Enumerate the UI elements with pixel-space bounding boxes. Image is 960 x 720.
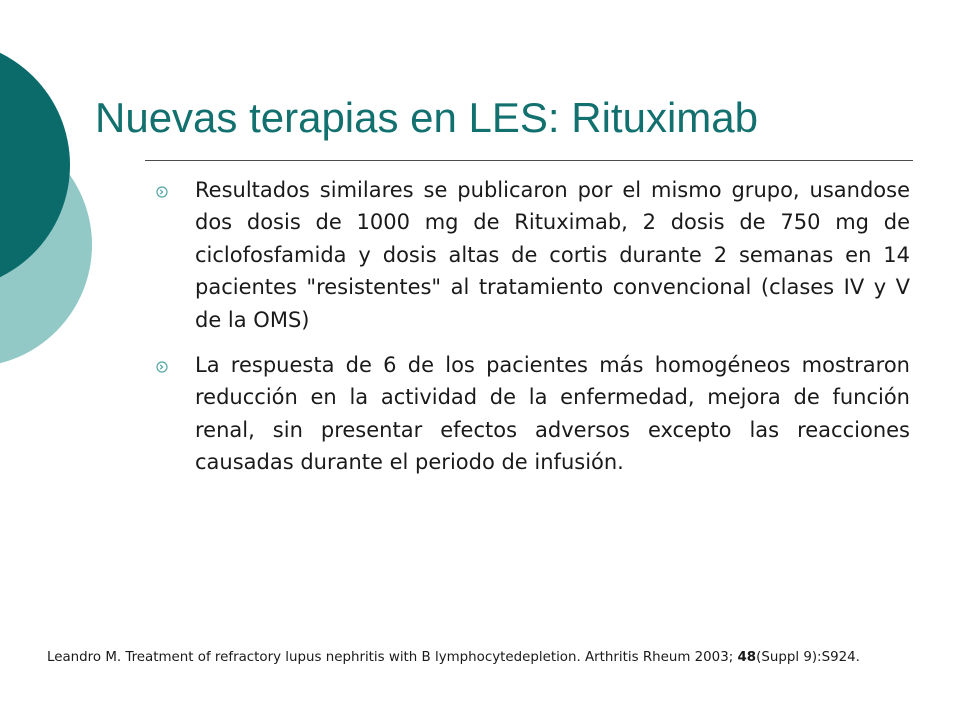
bullet-text: Resultados similares se publicaron por el mismo grupo, usandose dos dosis de 1000 mg de Rituximab, 2 dosis de 750 mg de ciclofosfamida y dosis altas de cortis durante 2 semanas en 14 pacientes "resistentes" al tratamiento convencional (clases IV y V de la OMS) [195, 178, 910, 332]
bullet-item [152, 349, 910, 479]
bullet-list [152, 174, 910, 492]
citation-authors-title: Leandro M. Treatment of refractory lupus nephritis with B lymphocytedepletion. Arthritis Rheum 2003; [47, 650, 738, 665]
citation-pages: (Suppl 9):S924. [756, 650, 860, 665]
title-underline [145, 160, 913, 161]
slide-title: Nuevas terapias en LES: Rituximab [95, 94, 758, 141]
circle-chevron-icon [156, 186, 168, 198]
citation-volume: 48 [737, 650, 757, 665]
decorative-circles [0, 0, 120, 400]
bullet-text: La respuesta de 6 de los pacientes más homogéneos mostraron reducción en la actividad de la enfermedad, mejora de función renal, sin presentar efectos adversos excepto las reacciones causadas durante el periodo de infusión. [195, 353, 910, 475]
citation [47, 647, 913, 669]
circle-chevron-icon [156, 361, 168, 373]
bullet-item [152, 174, 910, 336]
